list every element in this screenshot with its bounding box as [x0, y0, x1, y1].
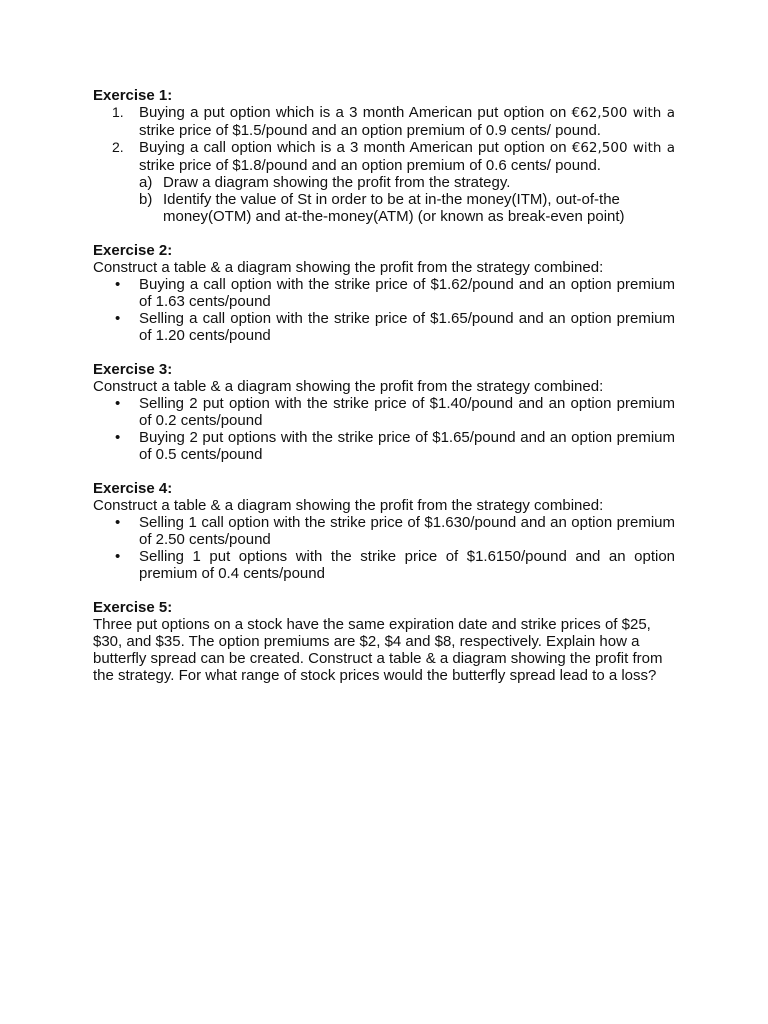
- item-text-part: Buying a call option which is a 3 month American put option on: [139, 139, 572, 156]
- list-item-text: Selling a call option with the strike price of $1.65/pound and an option premium of 1.20 cents/pound: [139, 310, 675, 344]
- list-item: [93, 310, 675, 344]
- sub-marker: b): [139, 191, 153, 208]
- euro-amount: €62,500 with a: [571, 140, 675, 156]
- item-text-part: strike price of $1.8/pound and an option premium of 0.6 cents/ pound.: [139, 157, 601, 174]
- euro-amount: €62,500 with a: [571, 105, 675, 121]
- list-item: [93, 429, 675, 463]
- list-item-text: Selling 1 call option with the strike price of $1.630/pound and an option premium of 2.50 cents/pound: [139, 514, 675, 548]
- sub-marker: a): [139, 174, 153, 191]
- bullet-icon: •: [115, 514, 121, 531]
- exercise-1: [93, 87, 675, 225]
- list-item: [93, 514, 675, 548]
- exercise-5: [93, 599, 675, 684]
- exercise-title: Exercise 2:: [93, 242, 173, 259]
- exercise-title: Exercise 1:: [93, 87, 173, 104]
- list-item: [93, 548, 675, 582]
- sub-item-text: Draw a diagram showing the profit from the strategy.: [163, 174, 511, 191]
- list-item-text: Buying a call option with the strike price of $1.62/pound and an option premium of 1.63 cents/pound: [139, 276, 675, 310]
- item-text-part: strike price of $1.5/pound and an option premium of 0.9 cents/ pound.: [139, 122, 601, 139]
- exercise-title: Exercise 4:: [93, 480, 173, 497]
- bullet-icon: •: [115, 276, 121, 293]
- bullet-icon: •: [115, 548, 121, 565]
- list-item: [93, 395, 675, 429]
- exercise-intro: Construct a table & a diagram showing the profit from the strategy combined:: [93, 497, 604, 514]
- list-number: 2.: [112, 139, 124, 155]
- bullet-icon: •: [115, 429, 121, 446]
- bullet-list: [93, 514, 675, 582]
- exercise-4: [93, 480, 675, 582]
- bullet-icon: •: [115, 395, 121, 412]
- exercise-3: [93, 361, 675, 463]
- exercise-title: Exercise 5:: [93, 599, 173, 616]
- exercise-intro: Construct a table & a diagram showing the profit from the strategy combined:: [93, 259, 604, 276]
- list-item-text: [139, 104, 675, 139]
- bullet-list: [93, 276, 675, 344]
- list-item-text: Selling 2 put option with the strike price of $1.40/pound and an option premium of 0.2 cents/pound: [139, 395, 675, 429]
- list-item-text: Buying 2 put options with the strike price of $1.65/pound and an option premium of 0.5 cents/pound: [139, 429, 675, 463]
- exercise-2: [93, 242, 675, 344]
- list-item-text: [139, 139, 675, 174]
- document-page: [93, 87, 675, 701]
- exercise-intro: Construct a table & a diagram showing the profit from the strategy combined:: [93, 378, 604, 395]
- item-text-part: Buying a put option which is a 3 month American put option on: [139, 104, 572, 121]
- list-item: [93, 139, 675, 174]
- list-item-text: Selling 1 put options with the strike price of $1.6150/pound and an option premium of 0.4 cents/pound: [139, 548, 675, 582]
- bullet-icon: •: [115, 310, 121, 327]
- sub-item-text: Identify the value of St in order to be at in-the money(ITM), out-of-the money(OTM) and at-the-money(ATM) (or known as break-even point): [163, 191, 625, 225]
- sub-list-item: [139, 174, 675, 191]
- bullet-list: [93, 395, 675, 463]
- list-item: [93, 276, 675, 310]
- numbered-list: [93, 104, 675, 174]
- exercise-title: Exercise 3:: [93, 361, 173, 378]
- exercise-body: Three put options on a stock have the same expiration date and strike prices of $25, $30, and $35. The option premiums are $2, $4 and $8, respectively. Explain how a butterfly spread can be created. Construct a table & a diagram showing the profit from the strategy. For what range of stock prices would the butterfly spread lead to a loss?: [93, 616, 663, 684]
- list-item: [93, 104, 675, 139]
- sub-list-item: [139, 191, 675, 225]
- list-number: 1.: [112, 104, 124, 120]
